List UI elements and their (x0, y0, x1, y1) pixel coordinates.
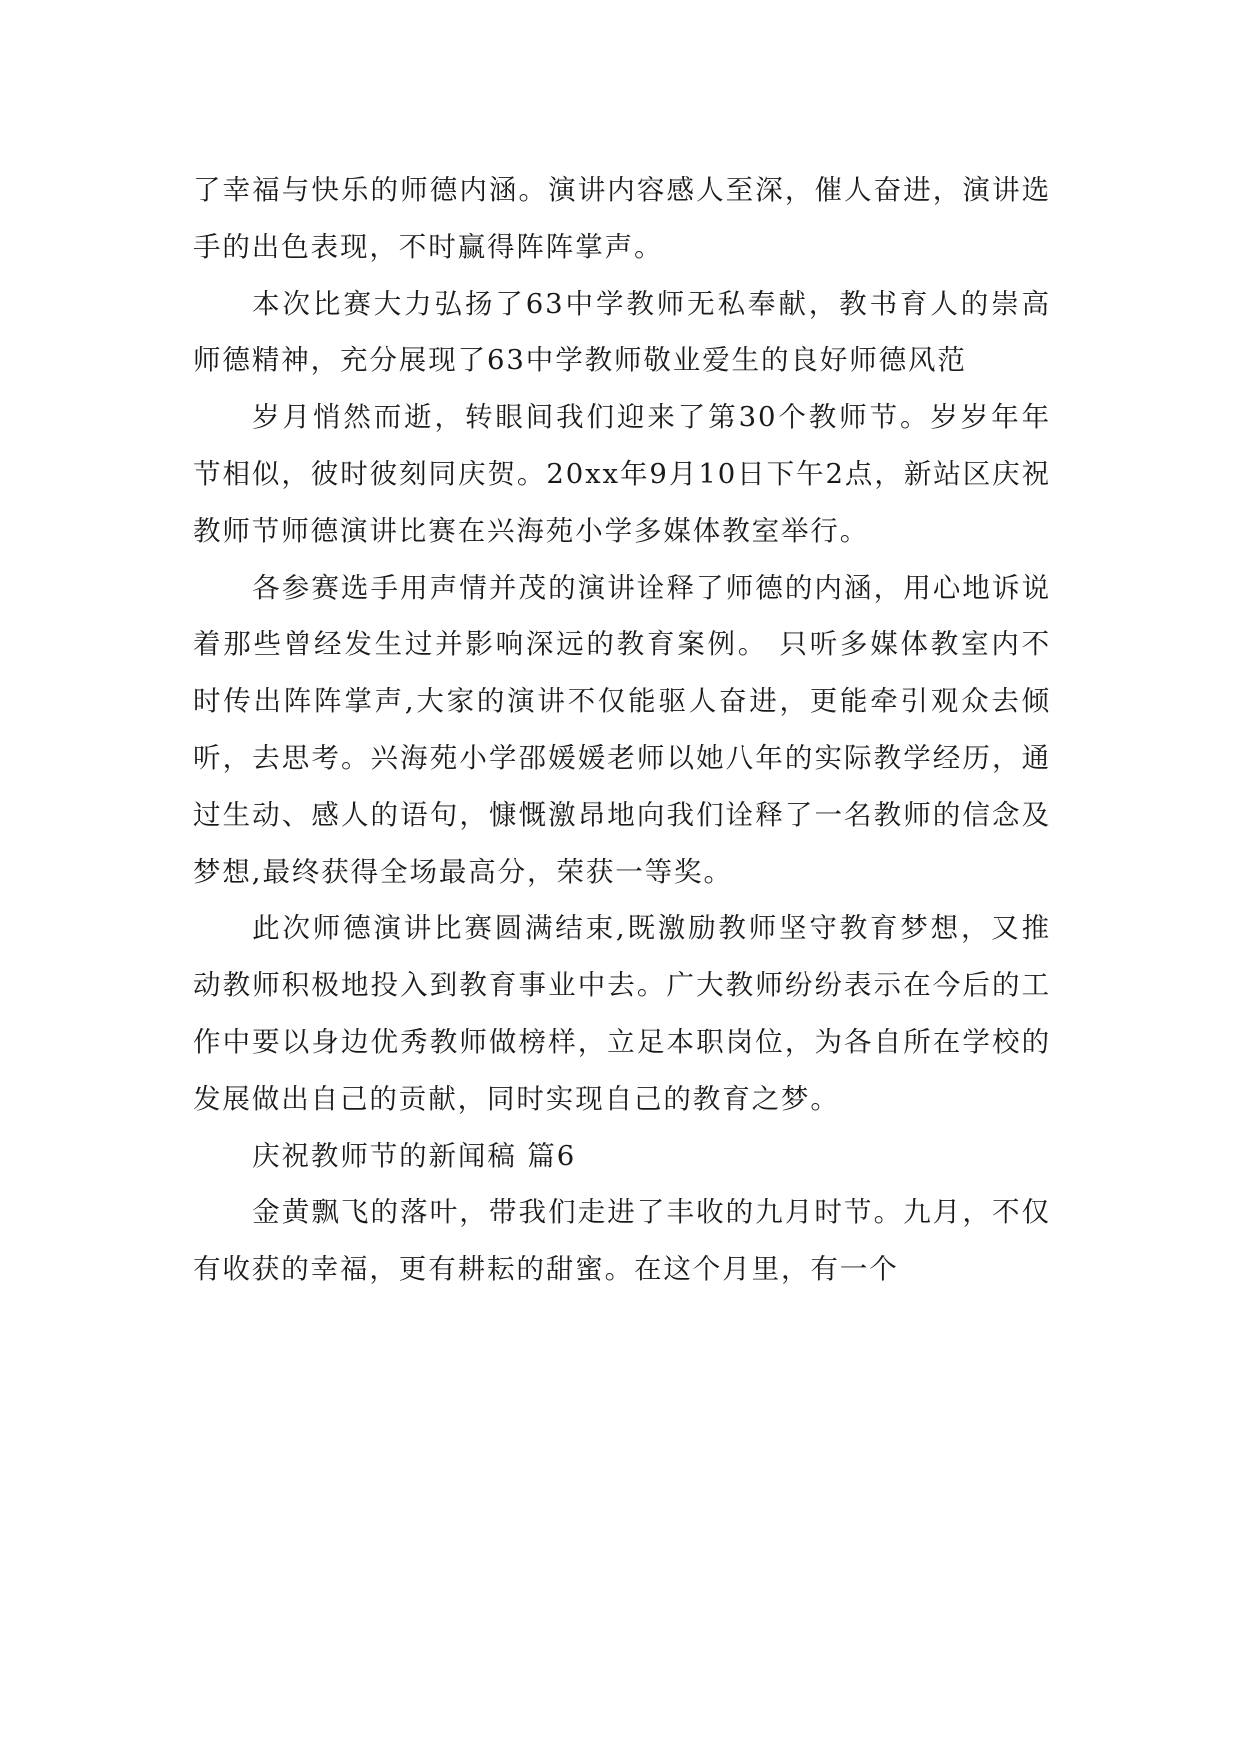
paragraph: 此次师德演讲比赛圆满结束,既激励教师坚守教育梦想，又推动教师积极地投入到教育事业中去。广大教师纷纷表示在今后的工作中要以身边优秀教师做榜样，立足本职岗位，为各自所在学校的发展做出自己的贡献，同时实现自己的教育之梦。 (193, 912, 1051, 1115)
paragraph: 岁月悄然而逝，转眼间我们迎来了第30个教师节。岁岁年年节相似，彼时彼刻同庆贺。20xx年9月10日下午2点，新站区庆祝教师节师德演讲比赛在兴海苑小学多媒体教室举行。 (193, 401, 1051, 547)
paragraph: 本次比赛大力弘扬了63中学教师无私奉献，教书育人的崇高师德精神，充分展现了63中学教师敬业爱生的良好师德风范 (193, 287, 1051, 377)
paragraph: 金黄飘飞的落叶，带我们走进了丰收的九月时节。九月，不仅有收获的幸福，更有耕耘的甜蜜。在这个月里，有一个 (193, 1196, 1051, 1286)
section-heading: 庆祝教师节的新闻稿 篇6 (252, 1139, 577, 1172)
paragraph-continued: 了幸福与快乐的师德内涵。演讲内容感人至深，催人奋进，演讲选手的出色表现，不时赢得阵阵掌声。 (193, 174, 1051, 263)
document-body (193, 162, 1051, 1298)
paragraph: 各参赛选手用声情并茂的演讲诠释了师德的内涵，用心地诉说着那些曾经发生过并影响深远的教育案例。 只听多媒体教室内不时传出阵阵掌声,大家的演讲不仅能驱人奋进，更能牵引观众去倾听，去思考。兴海苑小学邵媛媛老师以她八年的实际教学经历，通过生动、感人的语句，慷慨激昂地向我们诠释了一名教师的信念及梦想,最终获得全场最高分，荣获一等奖。 (193, 571, 1051, 888)
